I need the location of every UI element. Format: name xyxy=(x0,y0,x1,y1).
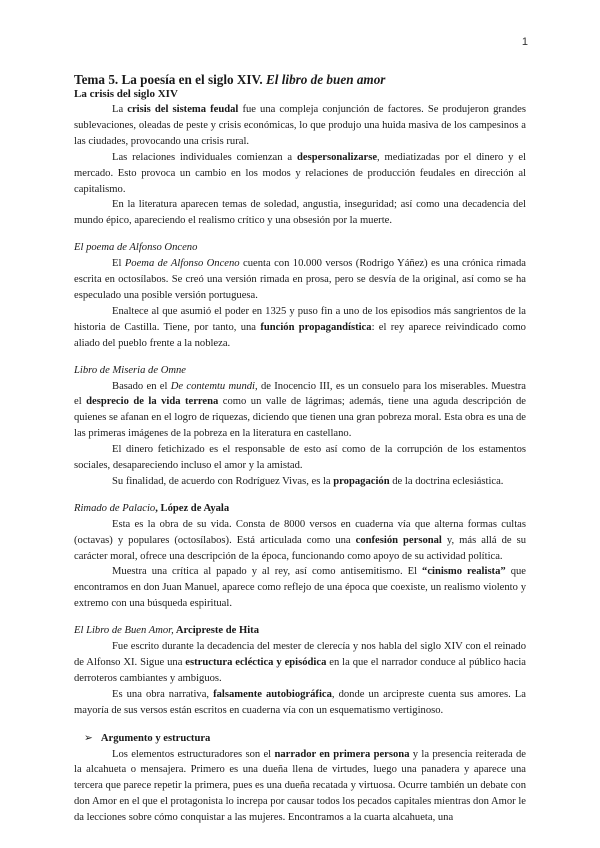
section-heading-crisis: La crisis del siglo XIV xyxy=(74,88,178,100)
paragraph-miseria-1: Basado en el De contemtu mundi, de Inocencio III, es un consuelo para los miserables. Muestra el desprecio de la vida terrena como un valle de lágrimas; además, tiene una aguda descripción de quienes se afanan en el logro de riquezas, diciendo que tienen una gran pobreza moral. Esta obra es una de las primeras imágenes de la pobreza en la literatura en castellano. xyxy=(74,380,526,440)
paragraph-buen-amor-2: Es una obra narrativa, falsamente autobiográfica, donde un arcipreste cuenta sus amores. La mayoría de sus versos están escritos en cuaderna vía con un esquematismo vertiginoso. xyxy=(74,688,526,716)
paragraph-buen-amor-1: Fue escrito durante la decadencia del mester de clerecía y nos habla del siglo XIV con el reinado de Alfonso XI. Sigue una estructura ecléctica y episódica en la que el narrador conduce al público hacia derroteros cambiantes y ambiguos. xyxy=(74,641,526,684)
section-heading-miseria: Libro de Miseria de Omne xyxy=(74,364,187,376)
paragraph-miseria-3: Su finalidad, de acuerdo con Rodríguez Vivas, es la propagación de la doctrina eclesiástica. xyxy=(112,475,504,487)
paragraph-rimado-1: Esta es la obra de su vida. Consta de 8000 versos en cuaderna vía que alterna formas cultas (octavas) y populares (octosílabos). Está articulada como una confesión personal y, más allá de su carácter moral, ofrece una descripción de la época, funcionando como apoyo de su actividad política. xyxy=(74,518,526,562)
document-title xyxy=(74,72,526,87)
section-heading-alfonso: El poema de Alfonso Onceno xyxy=(74,242,198,254)
paragraph-crisis-3: En la literatura aparecen temas de soledad, angustia, inseguridad; así como una decadencia del mundo épico, apareciendo el realismo crítico y una obsesión por la muerte. xyxy=(74,199,526,227)
document-body xyxy=(74,72,526,826)
arrow-bullet-icon: ➢ xyxy=(84,732,93,744)
title-italic: El libro de buen amor xyxy=(265,72,386,87)
paragraph-alfonso-2: Enaltece al que asumió el poder en 1325 y puso fin a uno de los episodios más sangrientos de la historia de Castilla. Tiene, por tanto, una función propagandística: el rey aparece reivindicado como aliado del pueblo frente a la nobleza. xyxy=(74,305,526,349)
title-main: Tema 5. La poesía en el siglo XIV. xyxy=(74,72,266,87)
paragraph-alfonso-1: El Poema de Alfonso Onceno cuenta con 10.000 versos (Rodrigo Yáñez) es una crónica rimada escrita en octosílabos. Se creó una versión rimada en prosa, pero se desvía de la original, así como se ha especulado una posible versión portuguesa. xyxy=(74,258,526,301)
section-heading-buen-amor: El Libro de Buen Amor, Arcipreste de Hita xyxy=(74,625,259,637)
page-number: 1 xyxy=(521,36,528,48)
paragraph-crisis-1: La crisis del sistema feudal fue una compleja conjunción de factores. Se produjeron grandes sublevaciones, oleadas de peste y crisis económicas, lo que produjo una huida masiva de los campesinos a las ciudades, provocando una crisis rural. xyxy=(74,104,527,147)
section-heading-rimado: Rimado de Palacio, López de Ayala xyxy=(74,502,230,514)
subsection-heading-argumento: ➢ Argumento y estructura xyxy=(84,732,211,744)
paragraph-miseria-2: El dinero fetichizado es el responsable de esto así como de la corrupción de los estamentos sociales, desapareciendo incluso el amor y la amistad. xyxy=(74,444,526,472)
paragraph-argumento-1: Los elementos estructuradores son el narrador en primera persona y la presencia reiterada de la alcahueta o mensajera. Primero es una dueña llena de virtudes, luego una panadera y aparece una tercera que parece repetir la primera, pues es una dueña recatada y virtuosa. Ocurre también un debate con don Amor en el que el protagonista lo increpa por causar todos los pecados capitales mientras don Amor le da lecciones sobre cómo conquistar a las mujeres. Encontramos a la cuarta alcahueta, una xyxy=(74,748,526,824)
paragraph-rimado-2: Muestra una crítica al papado y al rey, así como antisemitismo. El “cinismo realista” que encontramos en don Juan Manuel, aparece como reflejo de una época que coexiste, un realismo violento y extremo con una búsqueda espiritual. xyxy=(74,566,526,610)
paragraph-crisis-2: Las relaciones individuales comienzan a despersonalizarse, mediatizadas por el dinero y el mercado. Esto provoca un cambio en los modos y relaciones de producción feudales en dirección al capitalismo. xyxy=(74,151,526,195)
